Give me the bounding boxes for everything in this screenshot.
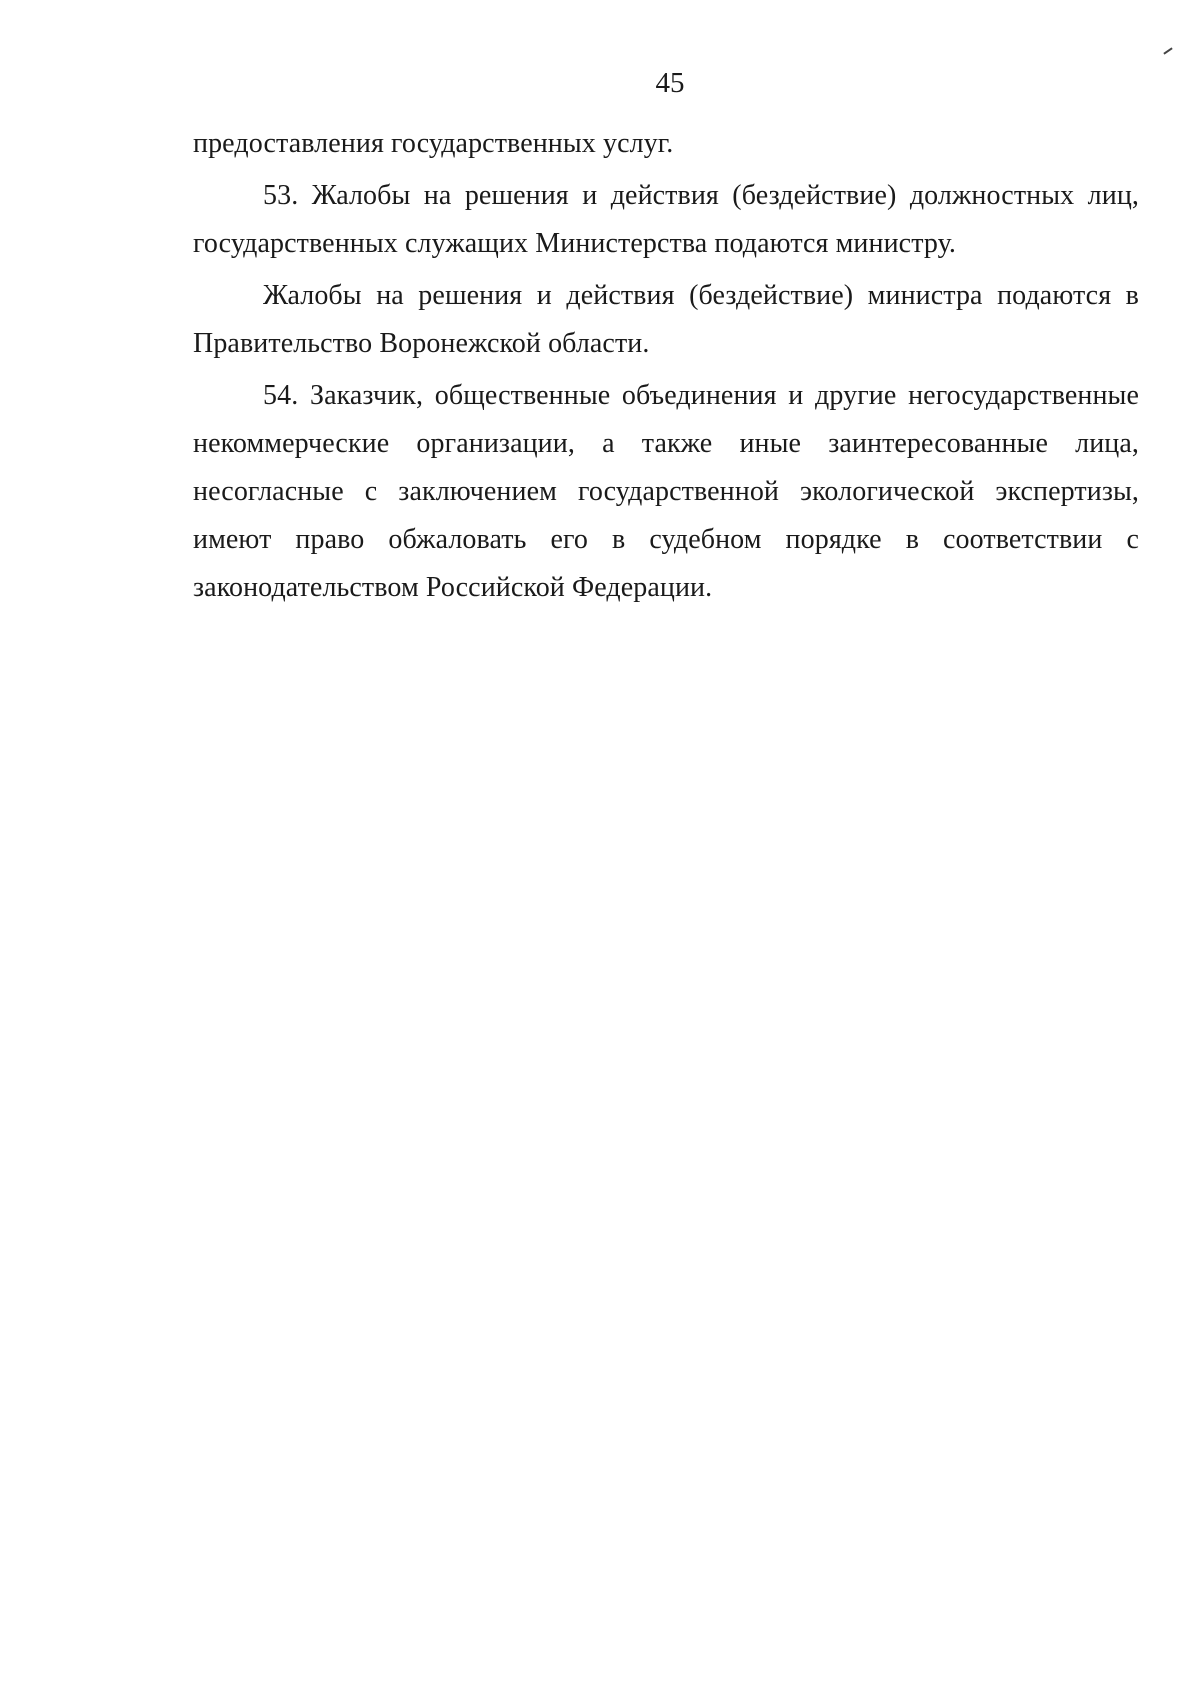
page-number: 45	[655, 67, 685, 99]
scan-mark	[1163, 47, 1172, 54]
paragraph-item-53: 53. Жалобы на решения и действия (бездействие) должностных лиц, государственных служащих Министерства подаются министру.	[193, 180, 1139, 259]
paragraph-continuation: предоставления государственных услуг.	[193, 128, 674, 159]
paragraph-item-53-second: Жалобы на решения и действия (бездействие) министра подаются в Правительство Воронежской области.	[193, 280, 1139, 359]
paragraph-item-54: 54. Заказчик, общественные объединения и другие негосударственные некоммерческие организации, а также иные заинтересованные лица, несогласные с заключением государственной экологической экспертизы, имеют право обжаловать его в судебном порядке в соответствии с законодательством Российской Федерации.	[193, 380, 1139, 603]
document-body	[193, 120, 1139, 612]
